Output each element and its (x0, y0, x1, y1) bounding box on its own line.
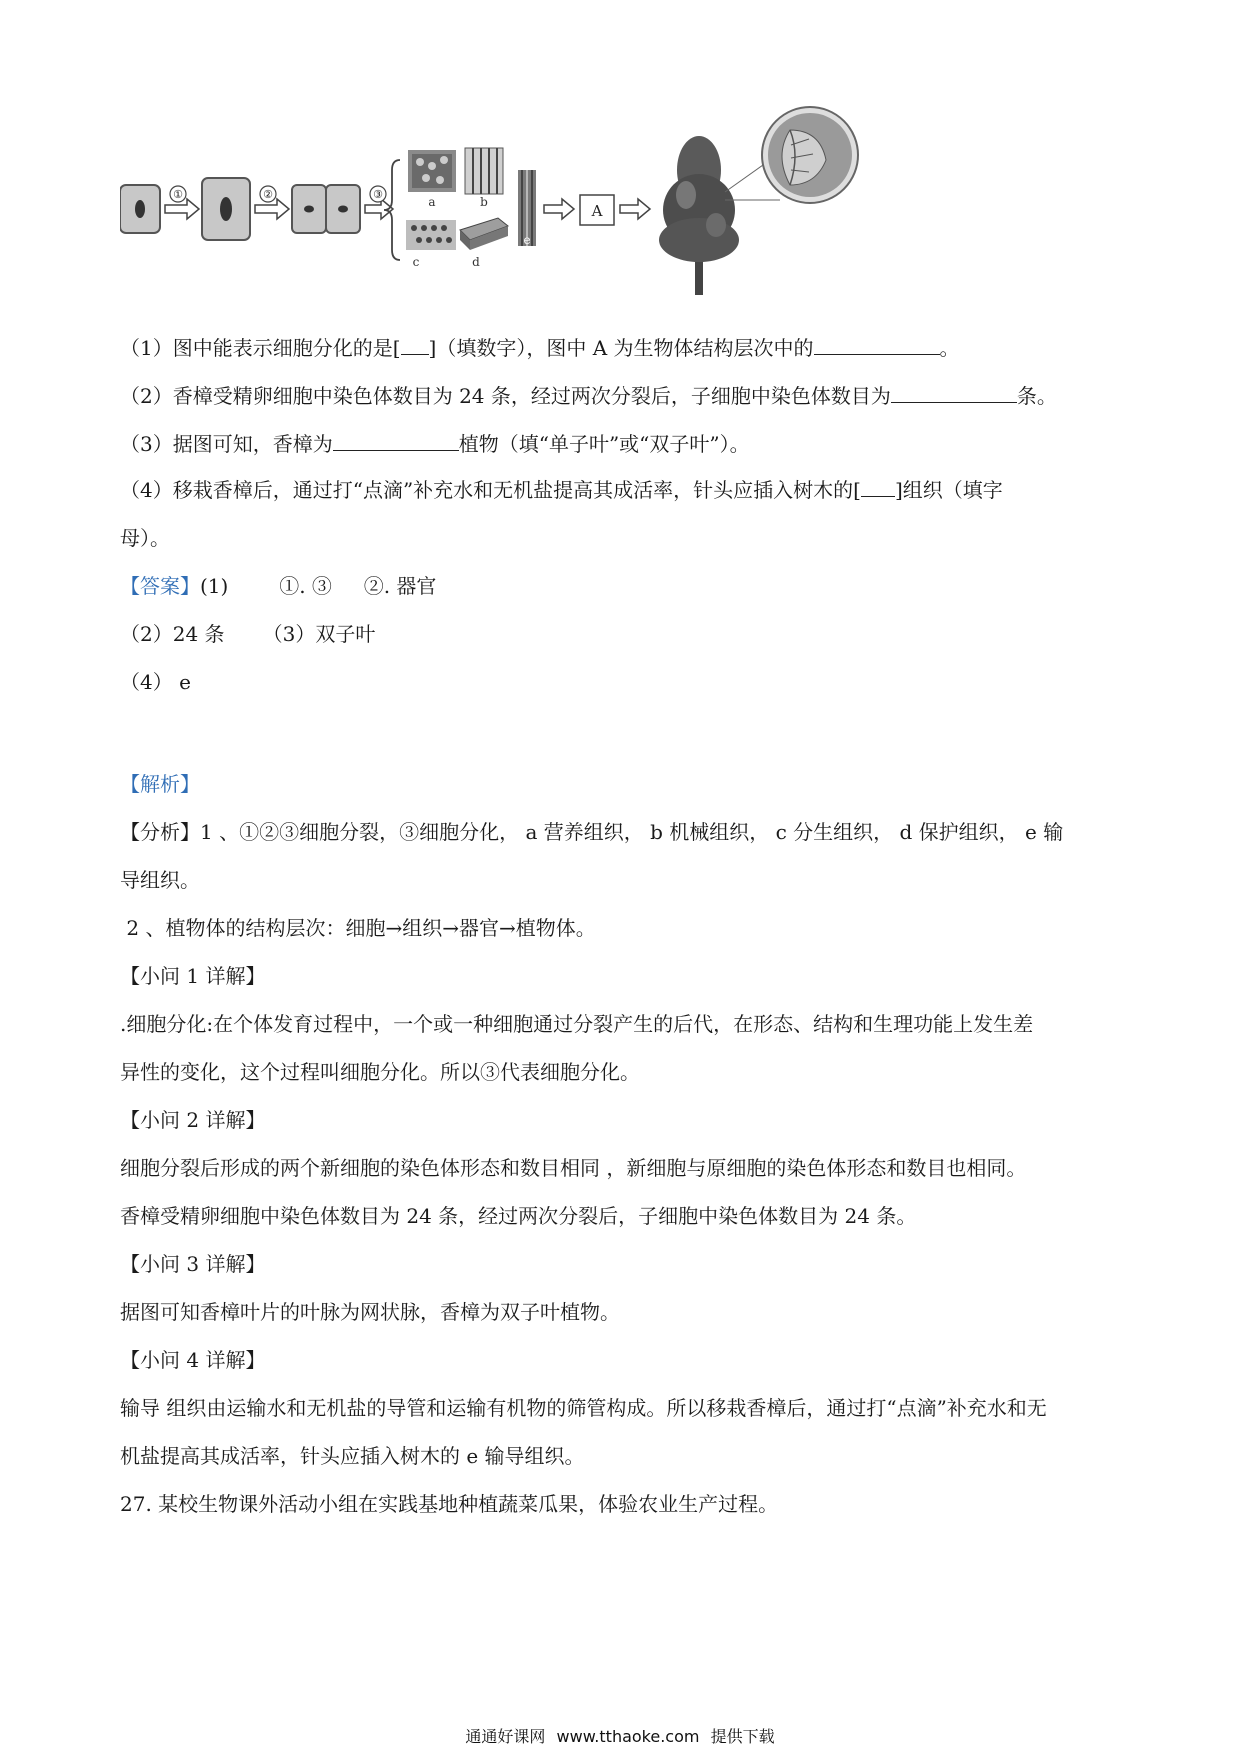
sub-question-2-heading: 【小问 2 详解】 (120, 1108, 266, 1132)
question-4 (120, 476, 1003, 504)
question-1-text-c: 。 (939, 336, 960, 360)
divided-cells (292, 185, 360, 233)
question-4-continued: 母）。 (120, 526, 170, 550)
step-1-label: ① (173, 188, 183, 201)
arrow-step-1 (165, 186, 199, 219)
analysis-line: 【分析】1 、①②③细胞分裂，③细胞分化， a 营养组织， b 机械组织， c 分生组织， d 保护组织， e 输 (120, 820, 1064, 844)
tissue-d-image (460, 218, 508, 269)
next-question-27: 27. 某校生物课外活动小组在实践基地种植蔬菜瓜果，体验农业生产过程。 (120, 1492, 779, 1516)
tissue-label-a: a (428, 195, 436, 209)
tissue-a-image (408, 150, 456, 209)
answer-line-2: （2）24 条 （3）双子叶 (120, 622, 376, 646)
analysis-line: 输导 组织由运输水和无机盐的导管和运输有机物的筛管构成。所以移栽香樟后，通过打“点滴”补充水和无 (120, 1396, 1047, 1420)
tissue-label-c: c (412, 255, 420, 269)
analysis-line: .细胞分化:在个体发育过程中，一个或一种细胞通过分裂产生的后代，在形态、结构和生理功能上发生差 (120, 1012, 1034, 1036)
tissue-e-image (518, 170, 536, 247)
step-2-label: ② (263, 188, 273, 201)
answer-1-text: (1) ①. ③ ②. 器官 (200, 574, 437, 598)
question-1-blank[interactable] (814, 332, 940, 355)
analysis-line: 机盐提高其成活率，针头应插入树木的 e 输导组织。 (120, 1444, 585, 1468)
leaf-magnifier (762, 107, 858, 203)
camphor-tree-image (659, 136, 739, 295)
analysis-line: 香樟受精卵细胞中染色体数目为 24 条，经过两次分裂后，子细胞中染色体数目为 24 条。 (120, 1204, 917, 1228)
question-4-text-a: （4）移栽香樟后，通过打“点滴”补充水和无机盐提高其成活率，针头应插入树木的[ (120, 478, 861, 502)
footer-suffix: 提供下载 (710, 1727, 775, 1746)
question-2-text-a: （2）香樟受精卵细胞中染色体数目为 24 条，经过两次分裂后，子细胞中染色体数目为 (120, 384, 891, 408)
tissue-label-e: e (523, 233, 531, 247)
arrow-step-2 (255, 186, 289, 219)
arrow-to-plant (620, 199, 650, 219)
analysis-line: 2 、植物体的结构层次：细胞→组织→器官→植物体。 (120, 916, 596, 940)
footer-site-name: 通通好课网 (465, 1727, 546, 1746)
question-1-bracket-blank[interactable] (401, 334, 429, 355)
sub-question-4-heading: 【小问 4 详解】 (120, 1348, 266, 1372)
tissue-label-d: d (472, 255, 480, 269)
arrow-to-organ (544, 199, 574, 219)
analysis-line: 导组织。 (120, 868, 200, 892)
question-1-text-a: （1）图中能表示细胞分化的是[ (120, 336, 401, 360)
question-3-blank[interactable] (333, 428, 459, 451)
question-3-text-a: （3）据图可知，香樟为 (120, 432, 333, 456)
question-2 (120, 380, 1057, 410)
analysis-line: 异性的变化，这个过程叫细胞分化。所以③代表细胞分化。 (120, 1060, 640, 1084)
question-1 (120, 332, 960, 362)
footer-url-link[interactable]: www.tthaoke.com (556, 1727, 700, 1746)
question-1-text-b: ]（填数字），图中 A 为生物体结构层次中的 (428, 336, 814, 360)
question-4-text-b: ]组织（填字 (894, 478, 1003, 502)
organ-box (580, 195, 614, 225)
analysis-line: 据图可知香樟叶片的叶脉为网状脉，香樟为双子叶植物。 (120, 1300, 620, 1324)
tissue-b-image (465, 148, 503, 209)
analysis-line: 细胞分裂后形成的两个新细胞的染色体形态和数目相同 ，新细胞与原细胞的染色体形态和数目也相同。 (120, 1156, 1027, 1180)
answer-tag: 【答案】 (120, 574, 200, 598)
answer-line-3: （4） e (120, 670, 191, 694)
analysis-tag: 【解析】 (120, 772, 200, 796)
arrow-step-3 (365, 186, 393, 219)
organ-box-label: A (591, 202, 603, 220)
tissue-c-image (406, 220, 456, 269)
tissue-label-b: b (480, 195, 488, 209)
sub-question-1-heading: 【小问 1 详解】 (120, 964, 266, 988)
sub-question-3-heading: 【小问 3 详解】 (120, 1252, 266, 1276)
step-3-label: ③ (373, 188, 383, 201)
cell-development-diagram (120, 100, 1020, 300)
page-footer (0, 1724, 1240, 1747)
enlarged-cell (202, 178, 250, 240)
question-2-text-b: 条。 (1016, 384, 1057, 408)
question-2-blank[interactable] (891, 380, 1017, 403)
question-3-text-b: 植物（填“单子叶”或“双子叶”）。 (458, 432, 750, 456)
question-4-bracket-blank[interactable] (861, 476, 895, 497)
answer-line-1 (120, 572, 436, 600)
zygote-cell (120, 185, 160, 233)
question-3 (120, 428, 750, 458)
